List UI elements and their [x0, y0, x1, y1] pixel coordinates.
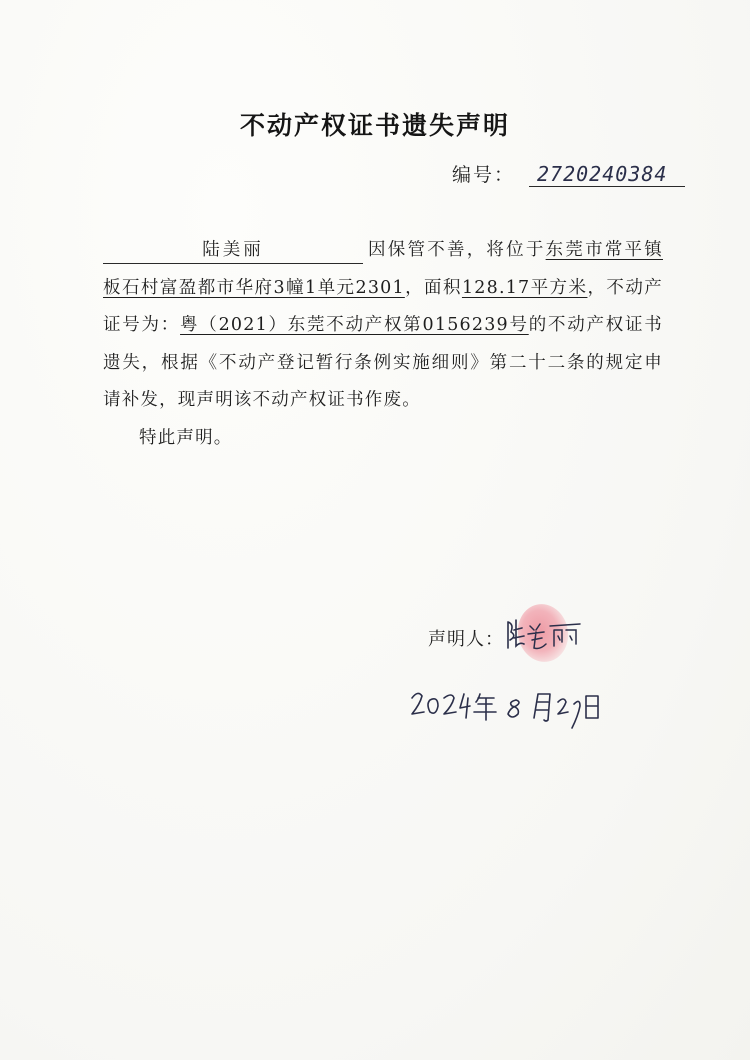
- document-number-handwritten: 2720240384: [529, 162, 685, 187]
- declarant-row: [428, 618, 584, 658]
- certificate-label: ，不动产证号为：: [103, 277, 663, 335]
- statement-paragraph: [103, 232, 663, 420]
- property-area: 128.17平方米: [461, 277, 588, 298]
- signature-block: [504, 618, 584, 658]
- declarant-label: 声明人：: [428, 629, 504, 650]
- loss-reason-text: 因保管不善，将位于: [367, 240, 546, 260]
- handwritten-date: [408, 684, 608, 736]
- statement-body: [103, 232, 663, 457]
- document-number-label: 编号：: [452, 164, 516, 186]
- area-label: ，面积: [404, 277, 462, 298]
- property-address: 东莞市常平镇板石村富盈都市华府3幢1单元2301: [103, 240, 663, 298]
- statement-tail: 的不动产权证书遗失，根据《不动产登记暂行条例实施细则》第二十二条的规定申请补发，现声明该不动产权证书作废。: [103, 315, 663, 410]
- document-number-row: [452, 160, 685, 187]
- closing-line: 特此声明。: [139, 427, 233, 448]
- owner-name-blank: 陆美丽: [103, 237, 363, 264]
- document-title: 不动产权证书遗失声明: [239, 111, 510, 140]
- handwritten-signature: [504, 612, 586, 656]
- certificate-number: 粤（2021）东莞不动产权第0156239号: [180, 315, 529, 335]
